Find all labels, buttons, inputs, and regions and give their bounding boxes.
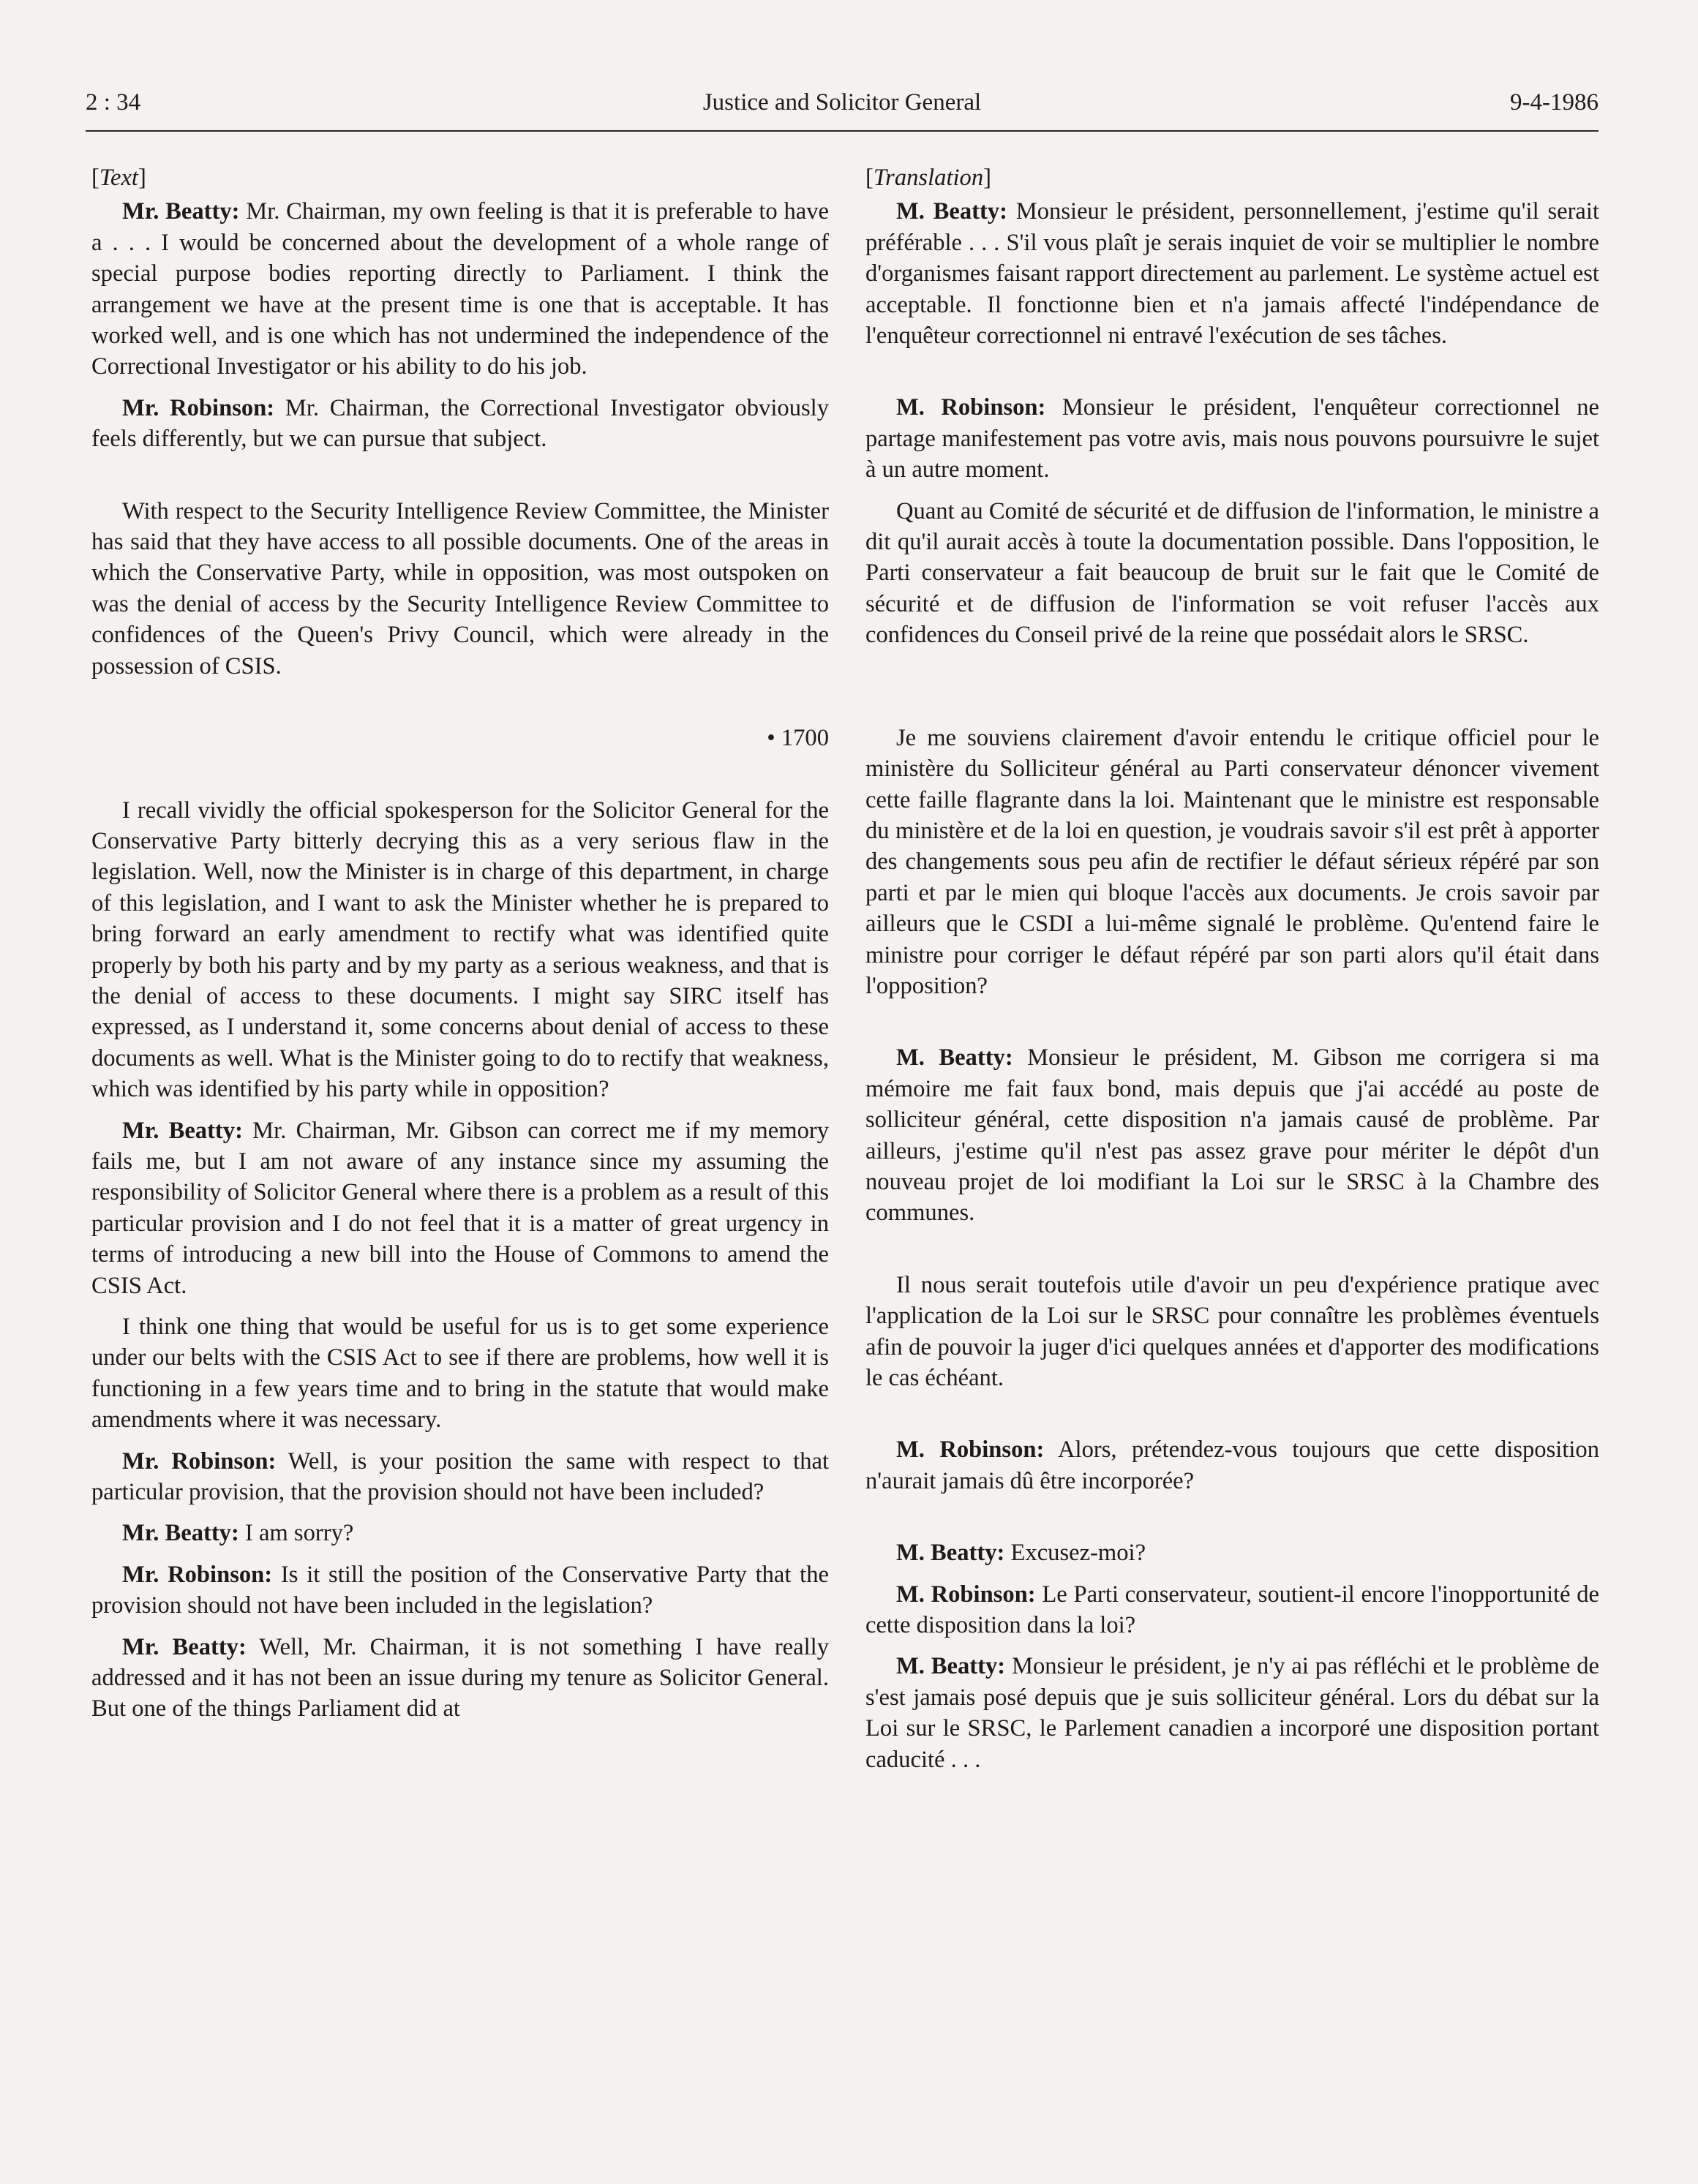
paragraph: Mr. Robinson: Well, is your position the same with respect to that particular provision, that the provision should not have been included? (91, 1447, 830, 1506)
speaker-name: Mr. Robinson: (122, 1561, 273, 1588)
paragraph: Mr. Beatty: I am sorry? (122, 1520, 354, 1547)
english-column (91, 162, 829, 1725)
paragraph: M. Beatty: Excusez-moi? (896, 1540, 1146, 1567)
paragraph: I think one thing that would be useful for us is to get some experience under our belts with the CSIS Act to see if there are problems, how well it is functioning in a few years time and to bring in the statute that would make amendments where it was necessary. (91, 1314, 829, 1434)
section-label: [Translation] (865, 165, 991, 191)
paragraph: M. Robinson: Monsieur le président, l'enquêteur correctionnel ne partage manifestement pas votre avis, mais nous pouvons poursuivre le sujet à un autre moment. (865, 394, 1600, 483)
speaker-name: Mr. Beatty: (122, 1520, 239, 1547)
paragraph: Mr. Robinson: Is it still the position of the Conservative Party that the provision should not have been included in the legislation? (91, 1561, 829, 1619)
paragraph: I recall vividly the official spokesperson for the Solicitor General for the Conservative Party bitterly decrying this as a very serious flaw in the legislation. Well, now the Minister is in charge of this department, in charge of this legislation, and I want to ask the Minister whether he is prepared to bring forward an early amendment to rectify what was identified quite properly by both his party and by my party as a serious weakness, and that is the denial of access to these documents. I might say SIRC itself has expressed, as I understand it, some concerns about denial of access to these documents as well. What is the Minister going to do to rectify that weakness, which was identified by his party while in opposition? (91, 797, 829, 1103)
paragraph: M. Beatty: Monsieur le président, je n'y ai pas réfléchi et le problème de s'est jamais posé depuis que je suis solliciteur général. Lors du débat sur la Loi sur le SRSC, le Parlement canadien a incorporé une disposition portant caducité . . . (865, 1653, 1599, 1773)
page-number: 2 : 34 (86, 89, 141, 116)
speaker-name: Mr. Beatty: (122, 1117, 243, 1144)
paragraph: Je me souviens clairement d'avoir entendu le critique officiel pour le ministère du Solliciteur général au Parti conservateur dénoncer vivement cette faille flagrante dans la loi. Maintenant que le ministre est responsable du ministère et de la loi en question, je voudrais savoir s'il est prêt à apporter des changements sous peu afin de rectifier le défaut sérieux répéré par son parti et par le mien qui bloque l'accès aux documents. Je crois savoir par ailleurs que le CSDI a lui-même signalé le problème. Qu'entend faire le ministre pour corriger le défaut répéré par son parti alors qu'il était dans l'opposition? (865, 724, 1599, 999)
speaker-name: Mr. Robinson: (122, 394, 275, 421)
paragraph: M. Robinson: Le Parti conservateur, soutient-il encore l'inopportunité de cette disposition dans la loi? (865, 1581, 1599, 1639)
paragraph: Il nous serait toutefois utile d'avoir un peu d'expérience pratique avec l'application de la Loi sur le SRSC pour connaître les problèmes éventuels afin de pouvoir la juger d'ici quelques années et d'apporter des modifications le cas échéant. (865, 1271, 1599, 1391)
paragraph: Mr. Robinson: Mr. Chairman, the Correctional Investigator obviously feels differently, but we can pursue that subject. (91, 394, 829, 453)
section-label: [Text] (91, 165, 146, 191)
time-stamp: • 1700 (767, 725, 829, 752)
page-header (86, 86, 1599, 132)
paragraph: With respect to the Security Intelligence Review Committee, the Minister has said that they have access to all possible documents. One of the areas in which the Conservative Party, while in opposition, was most outspoken on was the denial of access by the Security Intelligence Review Committee to confidences of the Queen's Privy Council, which were already in the possession of CSIS. (91, 497, 829, 679)
running-title: Justice and Solicitor General (702, 89, 982, 116)
page-date: 9-4-1986 (1510, 89, 1599, 116)
speaker-name: Mr. Robinson: (122, 1447, 277, 1475)
paragraph: M. Robinson: Alors, prétendez-vous toujours que cette disposition n'aurait jamais dû être incorporée? (865, 1436, 1600, 1494)
speaker-name: M. Robinson: (896, 1436, 1045, 1464)
speaker-name: Mr. Beatty: (122, 198, 240, 225)
speaker-name: M. Beatty: (896, 1044, 1013, 1072)
paragraph: Mr. Beatty: Well, Mr. Chairman, it is not something I have really addressed and it has not been an issue during my tenure as Solicitor General. But one of the things Parliament did at (91, 1633, 829, 1722)
paragraph: Quant au Comité de sécurité et de diffusion de l'information, le ministre a dit qu'il aurait accès à toute la documentation possible. Dans l'opposition, le Parti conservateur a fait beaucoup de bruit sur le fait que le Comité de sécurité et de diffusion de l'information se voit refuser l'accès aux confidences du Conseil privé de la reine que possédait alors le SRSC. (865, 497, 1599, 649)
speaker-name: Mr. Beatty: (122, 1633, 247, 1660)
paragraph: Mr. Beatty: Mr. Chairman, Mr. Gibson can correct me if my memory fails me, but I am not aware of any instance since my assuming the responsibility of Solicitor General where there is a problem as a result of this particular provision and I do not feel that it is a matter of great urgency in terms of introducing a new bill into the House of Commons to amend the CSIS Act. (91, 1117, 830, 1299)
paragraph: Mr. Beatty: Mr. Chairman, my own feeling is that it is preferable to have a . . . I would be concerned about the development of a whole range of special purpose bodies reporting directly to Parliament. I think the arrangement we have at the present time is one that is acceptable. It has worked well, and is one which has not undermined the independence of the Correctional Investigator or his ability to do his job. (91, 198, 829, 380)
french-column (865, 162, 1599, 1775)
speaker-name: M. Beatty: (896, 198, 1007, 225)
paragraph: M. Beatty: Monsieur le président, personnellement, j'estime qu'il serait préférable . . . S'il vous plaît je serais inquiet de voir se multiplier le nombre d'organismes faisant rapport directement au parlement. Le système actuel est acceptable. Il fonctionne bien et n'a jamais affecté l'indépendance de l'enquêteur correctionnel ni entravé l'exécution de ses tâches. (865, 198, 1599, 350)
speaker-name: M. Robinson: (896, 394, 1046, 421)
speaker-name: M. Beatty: (896, 1540, 1005, 1567)
paragraph: M. Beatty: Monsieur le président, M. Gibson me corrigera si ma mémoire me fait faux bond, mais depuis que j'ai accédé au poste de solliciteur général, cette disposition n'a jamais causé de problème. Par ailleurs, j'estime qu'il n'est pas assez grave pour mériter le dépôt d'un nouveau projet de loi modifiant la Loi sur le SRSC à la Chambre des communes. (865, 1044, 1599, 1227)
speaker-name: M. Robinson: (896, 1581, 1036, 1608)
speaker-name: M. Beatty: (896, 1653, 1006, 1680)
